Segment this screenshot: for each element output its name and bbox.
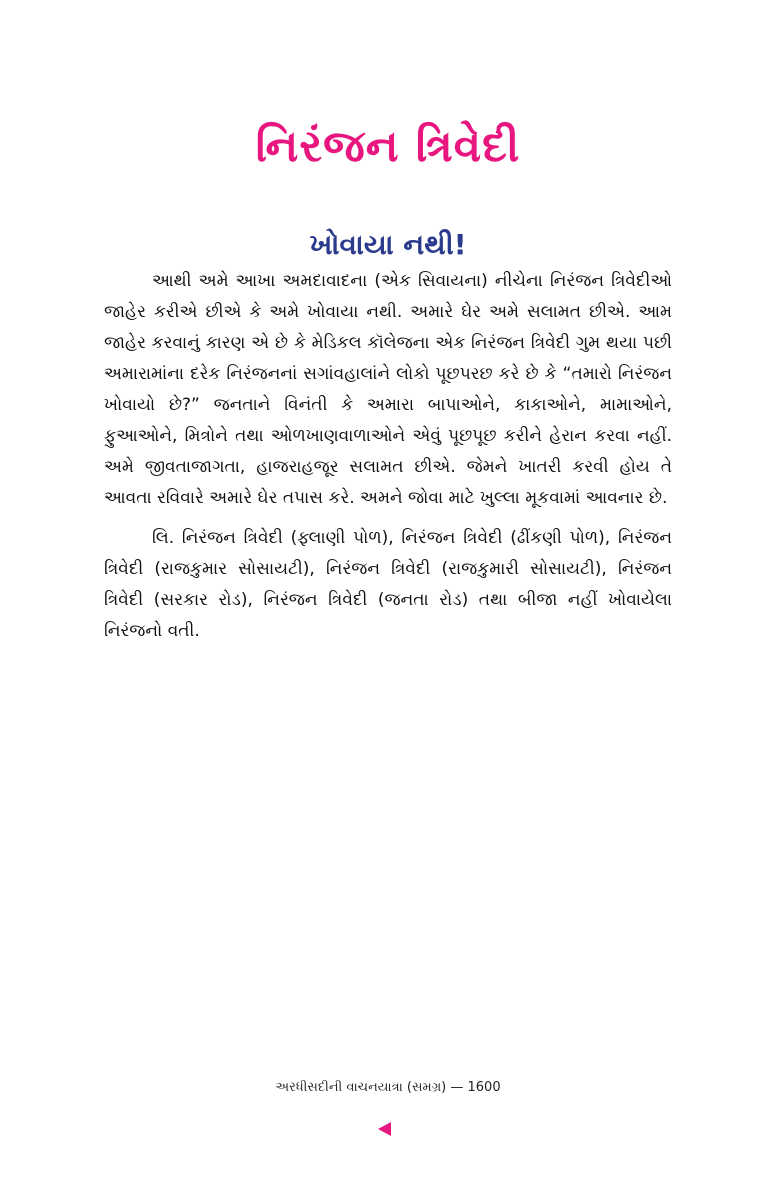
paragraph: લિ. નિરંજન ત્રિવેદી (ફ્લાણી પોળ), નિરંજન ત્રિવેદી (ઢીંકણી પોળ), નિરંજન ત્રિવેદી (રાજકુમાર સોસાયટી), નિરંજન ત્રિવેદી (રાજકુમારી સોસાયટી), નિરંજન ત્રિવેદી (સરકાર રોડ), નિરંજન ત્રિવેદી (જનતા રોડ) તથા બીજા નહીં ખોવાયેલા નિરંજનો વતી. [104, 528, 672, 641]
article-body [104, 266, 672, 656]
paragraph: આથી અમે આખા અમદાવાદના (એક સિવાયના) નીચેના નિરંજન ત્રિવેદીઓ જાહેર કરીએ છીએ કે અમે ખોવાયા નથી. અમારે ઘેર અમે સલામત છીએ. આમ જાહેર કરવાનું કારણ એ છે કે મેડિકલ કૉલેજના એક નિરંજન ત્રિવેદી ગુમ થયા પછી અમારામાંના દરેક નિરંજનનાં સગાંવહાલાંને લોકો પૂછપરછ કરે છે કે “તમારો નિરંજન ખોવાયો છે?” જનતાને વિનંતી કે અમારા બાપાઓને, કાકાઓને, મામાઓને, ફુઆઓને, મિત્રોને તથા ઓળખાણવાળાઓને એવું પૂછપૂછ કરીને હેરાન કરવા નહીં. અમે જીવતાજાગતા, હાજરાહજૂર સલામત છીએ. જેમને ખાતરી કરવી હોય તે આવતા રવિવારે અમારે ઘેર તપાસ કરે. અમને જોવા માટે ખુલ્લા મૂકવામાં આવનાર છે. [104, 271, 672, 508]
author-name: નિરંજન ત્રિવેદી [255, 121, 521, 173]
previous-page-arrow-icon[interactable] [378, 1122, 391, 1136]
article-title: ખોવાયા નથી! [309, 228, 467, 262]
page-footer: અરધીસદીની વાચનયાત્રા (સમગ્ર) — 1600 [275, 1080, 501, 1095]
